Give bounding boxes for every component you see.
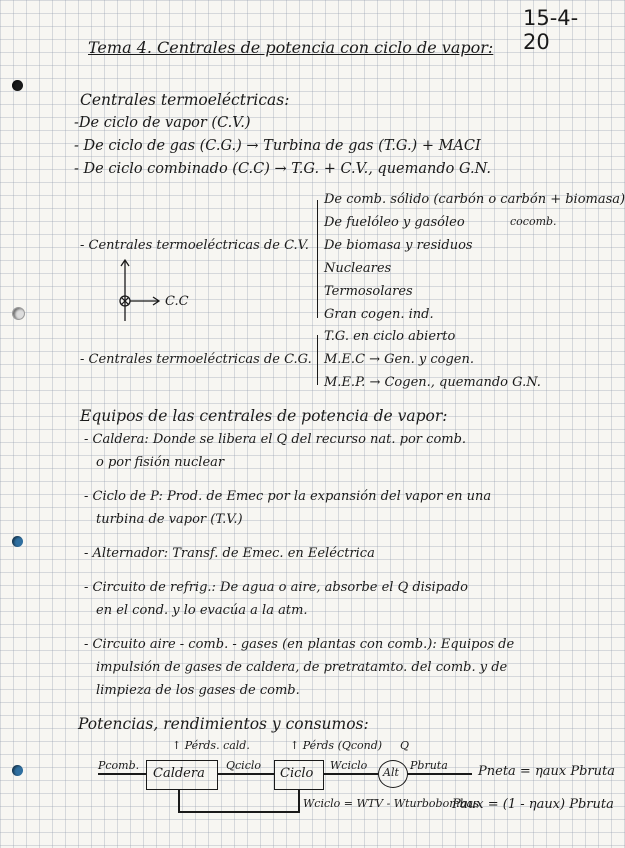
flow-line bbox=[218, 773, 274, 775]
date: 15-4-20 bbox=[523, 6, 579, 54]
cv-note: cocomb. bbox=[510, 215, 557, 228]
equipment-line: en el cond. y lo evacúa a la atm. bbox=[96, 603, 308, 618]
alternator-label: Alt bbox=[383, 766, 399, 779]
caldera-label: Caldera bbox=[153, 766, 205, 781]
cv-option: De biomasa y residuos bbox=[324, 238, 473, 253]
diagram-label: Qciclo bbox=[226, 759, 261, 772]
cv-option: Nucleares bbox=[324, 261, 392, 276]
equipment-line: limpieza de los gases de comb. bbox=[96, 683, 300, 698]
cv-option: De comb. sólido (carbón o carbón + biomasa) bbox=[324, 192, 625, 207]
bracket bbox=[317, 335, 318, 385]
list-item: - De ciclo de gas (C.G.) → Turbina de gas (T.G.) + MACI bbox=[74, 138, 481, 154]
list-item: - De ciclo combinado (C.C) → T.G. + C.V., quemando G.N. bbox=[74, 161, 492, 177]
cv-diagram bbox=[110, 256, 200, 326]
cv-option: Termosolares bbox=[324, 284, 413, 299]
loop-line bbox=[178, 811, 300, 813]
diagram-label: Pcomb. bbox=[98, 759, 140, 772]
binder-hole bbox=[12, 536, 23, 547]
loop-line bbox=[178, 789, 180, 811]
diagram-loss-label: ↑ Pérds. cald. bbox=[172, 739, 250, 752]
flow-line bbox=[98, 773, 146, 775]
bracket bbox=[317, 200, 318, 318]
list-item: -De ciclo de vapor (C.V.) bbox=[74, 115, 251, 131]
loop-line bbox=[298, 789, 300, 811]
cg-option: M.E.C → Gen. y cogen. bbox=[324, 352, 474, 367]
equipment-line: impulsión de gases de caldera, de pretratamto. del comb. y de bbox=[96, 660, 508, 675]
page-title: Tema 4. Centrales de potencia con ciclo de vapor: bbox=[88, 38, 494, 57]
binder-hole bbox=[12, 80, 23, 91]
cv-option: Gran cogen. ind. bbox=[324, 307, 434, 322]
cg-label: - Centrales termoeléctricas de C.G. bbox=[80, 352, 312, 367]
ciclo-label: Ciclo bbox=[280, 766, 314, 781]
cv-option: De fuelóleo y gasóleo bbox=[324, 215, 465, 230]
w-ciclo-formula: Wciclo = WTV - Wturbobombas bbox=[303, 797, 479, 810]
diagram-label: Wciclo bbox=[330, 759, 368, 772]
cg-option: M.E.P. → Cogen., quemando G.N. bbox=[324, 375, 541, 390]
equipment-line: - Ciclo de P: Prod. de Emec por la expansión del vapor en una bbox=[84, 489, 492, 504]
equipment-line: - Circuito de refrig.: De agua o aire, absorbe el Q disipado bbox=[84, 580, 468, 595]
section-heading: Potencias, rendimientos y consumos: bbox=[78, 715, 369, 733]
p-neta-formula: Pneta = ηaux Pbruta bbox=[478, 764, 615, 779]
diagram-loss-label: ↑ Pérds (Qcond) bbox=[290, 739, 383, 752]
equipment-line: turbina de vapor (T.V.) bbox=[96, 512, 243, 527]
equipment-line: o por fisión nuclear bbox=[96, 455, 225, 470]
p-aux-formula: Paux = (1 - ηaux) Pbruta bbox=[452, 797, 614, 812]
section-heading: Centrales termoeléctricas: bbox=[80, 91, 290, 109]
flow-line bbox=[323, 773, 378, 775]
equipment-line: - Circuito aire - comb. - gases (en plantas con comb.): Equipos de bbox=[84, 637, 515, 652]
cv-label: - Centrales termoeléctricas de C.V. bbox=[80, 238, 309, 253]
section-heading: Equipos de las centrales de potencia de vapor: bbox=[80, 407, 448, 425]
flow-line bbox=[407, 773, 472, 775]
binder-hole bbox=[12, 307, 25, 320]
equipment-line: - Alternador: Transf. de Emec. en Eeléctrica bbox=[84, 546, 375, 561]
cg-option: T.G. en ciclo abierto bbox=[324, 329, 456, 344]
diagram-label: Q bbox=[400, 739, 410, 752]
binder-hole bbox=[12, 765, 23, 776]
cv-diagram-label: C.C bbox=[165, 294, 189, 309]
diagram-label: Pbruta bbox=[410, 759, 448, 772]
equipment-line: - Caldera: Donde se libera el Q del recurso nat. por comb. bbox=[84, 432, 467, 447]
